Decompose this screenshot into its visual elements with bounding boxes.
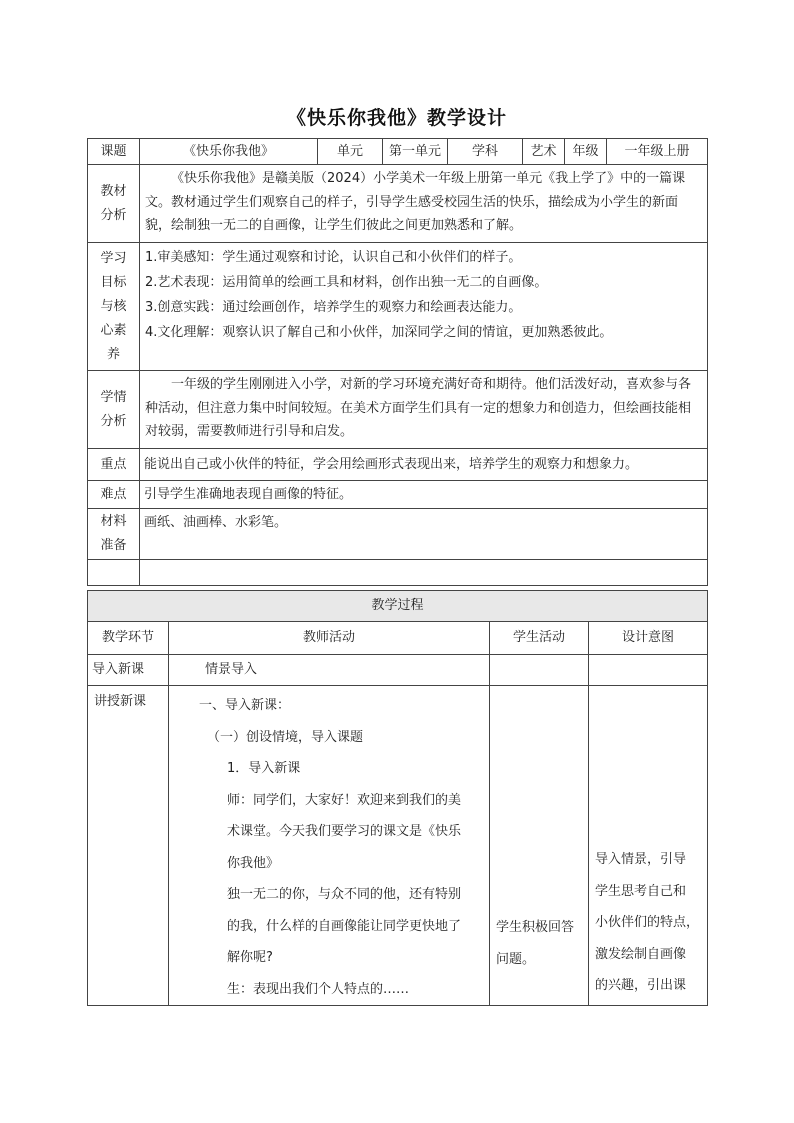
teacher-line: 的我，什么样的自画像能让同学更快地了: [227, 918, 462, 934]
teacher-line: 解你呢?: [227, 950, 273, 965]
objectives-label: [88, 243, 140, 371]
unit-label: 单元: [318, 139, 383, 165]
empty-content-cell: [140, 560, 708, 586]
learner-label-line-1: 学情: [100, 389, 127, 405]
materials-label-line-2: 准备: [100, 538, 127, 553]
design-line: 的兴趣，引出课: [595, 978, 687, 993]
learner-analysis-row: [88, 371, 708, 449]
material-paragraph: 《快乐你我他》是赣美版（2024）小学美术一年级上册第一单元《我上学了》中的一篇课文。教材通过学生们观察自己的样子，引导学生感受校园生活的快乐，描绘成为小学生的新面貌，绘制独一无二的自画像，让学生们彼此之间更加熟悉和了解。: [145, 171, 686, 233]
page-title: 《快乐你我他》教学设计: [286, 107, 507, 129]
objectives-label-line-1: 学习: [100, 250, 127, 266]
difficulty-text: 引导学生准确地表现自画像的特征。: [140, 481, 708, 509]
material-analysis-label: [88, 165, 140, 243]
process-title-row: [88, 591, 708, 622]
intro-design-intent: [589, 655, 708, 686]
objectives-row: [88, 243, 708, 371]
lecture-stage: 讲授新课: [88, 686, 169, 1006]
materials-row: [88, 509, 708, 560]
course-value: 《快乐你我他》: [140, 139, 318, 165]
teacher-line: 你我他》: [227, 855, 280, 871]
objectives-label-line-5: 养: [106, 346, 120, 362]
lecture-design-intent: [589, 686, 708, 1006]
intro-row: [88, 655, 708, 686]
material-analysis-row: [88, 165, 708, 243]
objective-item: 3.创意实践：通过绘画创作，培养学生的观察力和绘画表达能力。: [145, 300, 522, 315]
header-stage: 教学环节: [88, 622, 169, 655]
course-label: 课题: [88, 139, 140, 165]
objectives-label-line-2: 目标: [100, 274, 127, 290]
key-point-text: 能说出自己或小伙伴的特征，学会用绘画形式表现出来，培养学生的观察力和想象力。: [140, 449, 708, 481]
process-header-row: [88, 622, 708, 655]
objective-item: 4.文化理解：观察认识了解自己和小伙伴，加深同学之间的情谊，更加熟悉彼此。: [145, 325, 613, 340]
teacher-line: 一、导入新课：: [199, 698, 291, 713]
materials-text: 画纸、油画棒、水彩笔。: [140, 509, 708, 560]
materials-label-line-1: 材料: [100, 514, 127, 529]
grade-value: 一年级上册: [607, 139, 708, 165]
process-title: 教学过程: [88, 591, 708, 622]
objective-item: 1.审美感知：学生通过观察和讨论，认识自己和小伙伴们的样子。: [145, 250, 522, 265]
teacher-line: （一）创设情境，导入课题: [207, 729, 364, 745]
student-line: 学生积极回答: [496, 920, 575, 935]
design-line: 学生思考自己和: [595, 883, 687, 899]
teacher-line: 术课堂。今天我们要学习的课文是《快乐: [227, 824, 462, 839]
key-point-label: 重点: [88, 449, 140, 481]
objectives-label-line-3: 与核: [100, 298, 127, 314]
teacher-line: 师：同学们，大家好！欢迎来到我们的美: [227, 792, 462, 808]
material-label-line-2: 分析: [100, 207, 127, 223]
intro-teacher-activity: 情景导入: [169, 655, 490, 686]
objectives-label-line-4: 心素: [100, 322, 127, 338]
unit-value: 第一单元: [383, 139, 448, 165]
material-label-line-1: 教材: [100, 183, 127, 199]
learner-analysis-label: [88, 371, 140, 449]
header-teacher-activity: 教师活动: [169, 622, 490, 655]
empty-row: [88, 560, 708, 586]
learner-paragraph: 一年级的学生刚刚进入小学，对新的学习环境充满好奇和期待。他们活泼好动，喜欢参与各种活动，但注意力集中时间较短。在美术方面学生们具有一定的想象力和创造力，但绘画技能相对较弱，需要教师进行引导和启发。: [145, 377, 692, 439]
teacher-line: 生：表现出我们个人特点的……: [227, 981, 410, 997]
lecture-teacher-activity: [169, 686, 490, 1006]
design-line: 导入情景，引导: [595, 852, 687, 867]
design-line: 激发绘制自画像: [595, 946, 687, 962]
lecture-student-activity: [490, 686, 589, 1006]
material-analysis-text: [140, 165, 708, 243]
student-line: 问题。: [496, 951, 536, 967]
lesson-info-table: [87, 138, 708, 586]
difficulty-row: [88, 481, 708, 509]
subject-label: 学科: [448, 139, 523, 165]
objective-item: 2.艺术表现：运用简单的绘画工具和材料，创作出独一无二的自画像。: [145, 275, 548, 290]
learner-analysis-text: [140, 371, 708, 449]
design-line: 小伙伴们的特点，: [595, 915, 700, 930]
teacher-line: 独一无二的你，与众不同的他，还有特别: [227, 887, 462, 902]
lecture-row: [88, 686, 708, 1006]
empty-label-cell: [88, 560, 140, 586]
learner-label-line-2: 分析: [100, 413, 127, 429]
subject-value: 艺术: [523, 139, 565, 165]
key-point-row: [88, 449, 708, 481]
header-design-intent: 设计意图: [589, 622, 708, 655]
difficulty-label: 难点: [88, 481, 140, 509]
grade-label: 年级: [565, 139, 607, 165]
intro-stage: 导入新课: [88, 655, 169, 686]
materials-label: [88, 509, 140, 560]
course-row: [88, 139, 708, 165]
teaching-process-table: [87, 590, 708, 1006]
intro-student-activity: [490, 655, 589, 686]
header-student-activity: 学生活动: [490, 622, 589, 655]
objectives-list: [140, 243, 708, 371]
teacher-line: 1．导入新课: [227, 761, 301, 776]
